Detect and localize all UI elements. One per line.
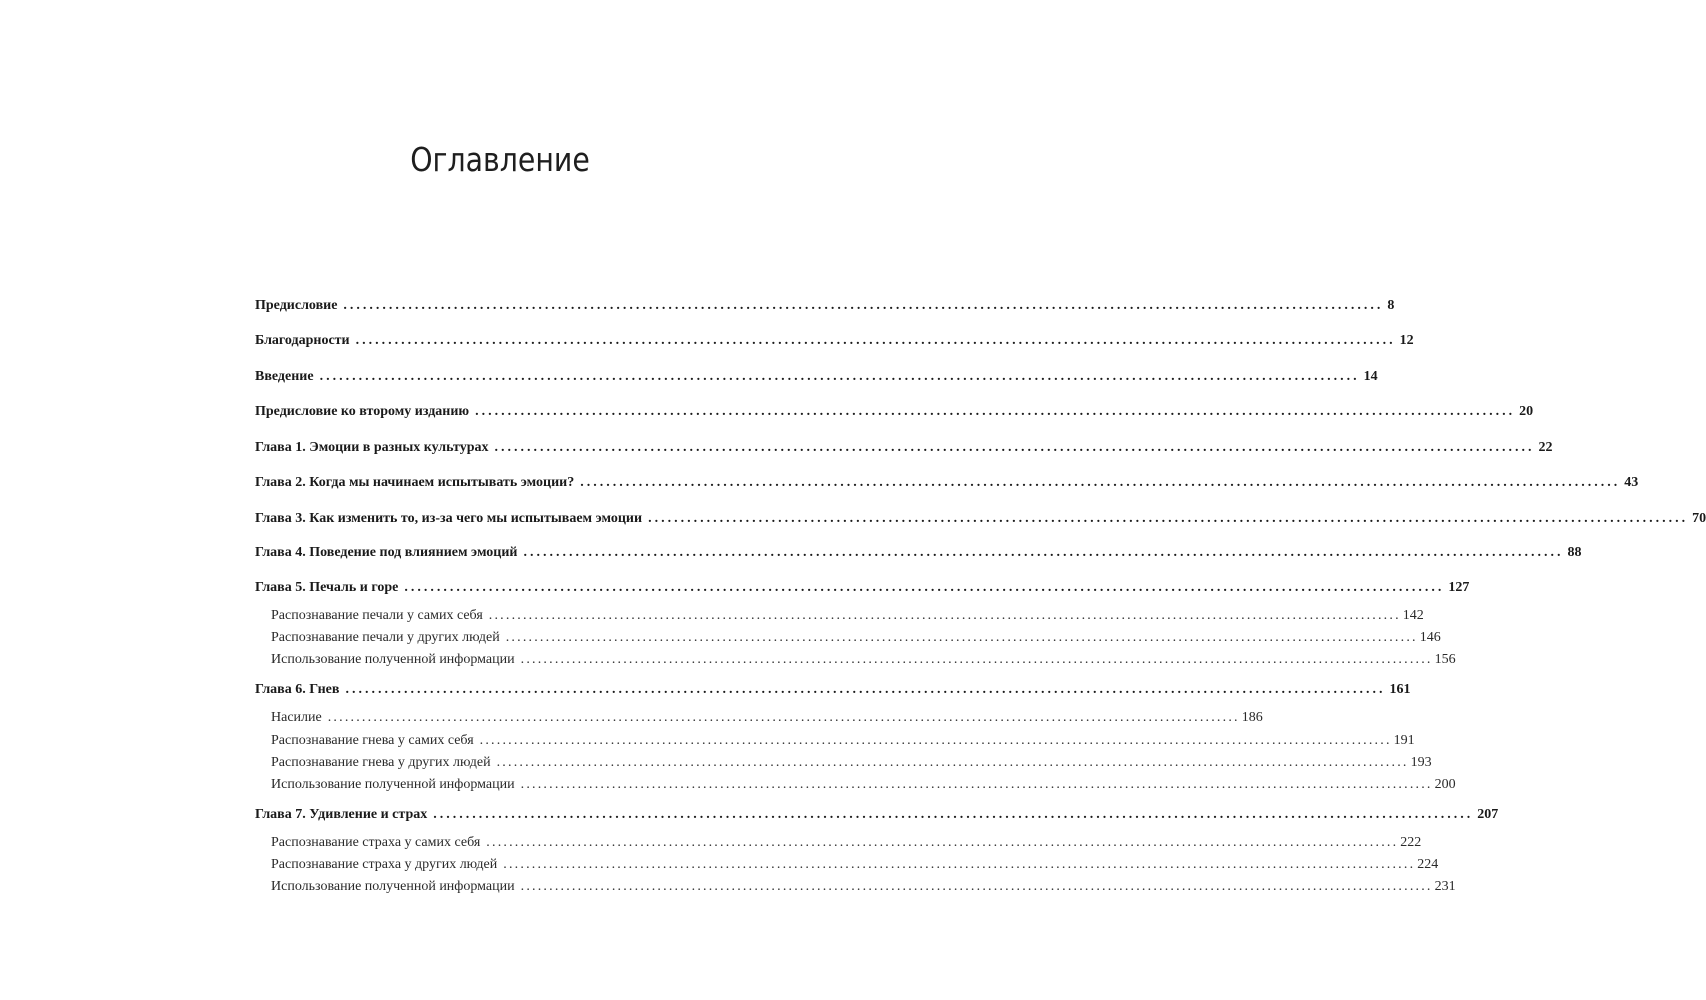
toc-entry-page: 88 — [1567, 545, 1582, 560]
toc-entry-page: 200 — [1434, 777, 1456, 792]
toc-entry-page: 22 — [1538, 440, 1553, 455]
toc-entry-label: Насилие — [271, 710, 322, 725]
toc-entry-label: Распознавание печали у самих себя — [271, 608, 483, 623]
toc-entry-label: Использование полученной информации — [271, 879, 515, 894]
toc-leader-dots: ................................................................................................................................................................ — [345, 682, 1386, 697]
toc-leader-dots: ................................................................................................................................................................ — [520, 777, 1433, 792]
toc-entry-page: 193 — [1410, 755, 1432, 770]
toc-entry-page: 222 — [1400, 835, 1422, 850]
toc-subentry[interactable] — [271, 708, 1263, 728]
toc-leader-dots: ................................................................................................................................................................ — [520, 652, 1433, 667]
toc-entry-label: Распознавание гнева у самих себя — [271, 733, 474, 748]
toc-entry[interactable] — [255, 805, 1499, 825]
toc-entry[interactable] — [255, 438, 1553, 458]
toc-entry-label: Глава 4. Поведение под влиянием эмоций — [255, 545, 518, 560]
toc-entry[interactable] — [255, 680, 1411, 700]
toc-leader-dots: ................................................................................................................................................................ — [479, 733, 1392, 748]
toc-entry[interactable] — [255, 367, 1378, 387]
toc-subentry[interactable] — [271, 650, 1456, 670]
toc-entry-label: Глава 1. Эмоции в разных культурах — [255, 440, 489, 455]
toc-entry-label: Использование полученной информации — [271, 777, 515, 792]
toc-leader-dots: ................................................................................................................................................................ — [505, 630, 1418, 645]
toc-entry-label: Использование полученной информации — [271, 652, 515, 667]
toc-entry-label: Распознавание страха у самих себя — [271, 835, 481, 850]
toc-entry-label: Глава 2. Когда мы начинаем испытывать эмоции? — [255, 475, 575, 490]
toc-entry-page: 14 — [1363, 369, 1378, 384]
toc-entry-page: 231 — [1434, 879, 1456, 894]
toc-entry-label: Предисловие — [255, 298, 338, 313]
toc-entry-page: 12 — [1399, 333, 1414, 348]
toc-leader-dots: ................................................................................................................................................................ — [648, 511, 1689, 526]
toc-entry[interactable] — [255, 331, 1414, 351]
toc-entry-page: 70 — [1692, 511, 1706, 526]
toc-entry-label: Глава 3. Как изменить то, из-за чего мы испытываем эмоции — [255, 511, 643, 526]
toc-entry[interactable] — [255, 543, 1582, 563]
toc-entry-page: 127 — [1448, 580, 1470, 595]
toc-entry[interactable] — [255, 402, 1534, 422]
toc-leader-dots: ................................................................................................................................................................ — [343, 298, 1384, 313]
toc-entry[interactable] — [255, 473, 1639, 493]
toc-entry-label: Глава 6. Гнев — [255, 682, 340, 697]
toc-subentry[interactable] — [271, 855, 1439, 875]
toc-entry-label: Введение — [255, 369, 314, 384]
toc-leader-dots: ................................................................................................................................................................ — [496, 755, 1409, 770]
toc-leader-dots: ................................................................................................................................................................ — [327, 710, 1240, 725]
toc-leader-dots: ................................................................................................................................................................ — [475, 404, 1516, 419]
toc-entry-label: Глава 7. Удивление и страх — [255, 807, 428, 822]
toc-entry-page: 224 — [1417, 857, 1439, 872]
toc-entry[interactable] — [255, 578, 1470, 598]
toc-entry-label: Распознавание страха у других людей — [271, 857, 498, 872]
page-title: Оглавление — [410, 140, 590, 180]
toc-subentry[interactable] — [271, 833, 1422, 853]
toc-leader-dots: ................................................................................................................................................................ — [580, 475, 1621, 490]
toc-entry-page: 207 — [1477, 807, 1499, 822]
toc-leader-dots: ................................................................................................................................................................ — [319, 369, 1360, 384]
toc-entry-page: 8 — [1387, 298, 1395, 313]
toc-leader-dots: ................................................................................................................................................................ — [488, 608, 1401, 623]
toc-leader-dots: ................................................................................................................................................................ — [486, 835, 1399, 850]
toc-entry-page: 186 — [1241, 710, 1263, 725]
toc-leader-dots: ................................................................................................................................................................ — [355, 333, 1396, 348]
toc-leader-dots: ................................................................................................................................................................ — [520, 879, 1433, 894]
toc-leader-dots: ................................................................................................................................................................ — [503, 857, 1416, 872]
toc-subentry[interactable] — [271, 731, 1415, 751]
toc-subentry[interactable] — [271, 877, 1456, 897]
toc-leader-dots: ................................................................................................................................................................ — [523, 545, 1564, 560]
toc-entry-page: 161 — [1389, 682, 1411, 697]
toc-entry-page: 142 — [1402, 608, 1424, 623]
toc-entry-page: 191 — [1393, 733, 1415, 748]
toc-leader-dots: ................................................................................................................................................................ — [494, 440, 1535, 455]
toc-subentry[interactable] — [271, 775, 1456, 795]
toc-leader-dots: ................................................................................................................................................................ — [433, 807, 1474, 822]
toc-entry-label: Предисловие ко второму изданию — [255, 404, 470, 419]
toc-leader-dots: ................................................................................................................................................................ — [404, 580, 1445, 595]
toc-entry-page: 146 — [1419, 630, 1441, 645]
toc-subentry[interactable] — [271, 753, 1432, 773]
toc-entry-page: 43 — [1624, 475, 1639, 490]
toc-entry[interactable] — [255, 296, 1395, 316]
toc-entry[interactable] — [255, 509, 1706, 529]
toc-entry-label: Распознавание гнева у других людей — [271, 755, 491, 770]
toc-entry-label: Благодарности — [255, 333, 350, 348]
toc-subentry[interactable] — [271, 606, 1424, 626]
toc-entry-label: Распознавание печали у других людей — [271, 630, 500, 645]
toc-entry-page: 156 — [1434, 652, 1456, 667]
toc-entry-page: 20 — [1519, 404, 1534, 419]
toc-subentry[interactable] — [271, 628, 1441, 648]
toc-entry-label: Глава 5. Печаль и горе — [255, 580, 399, 595]
